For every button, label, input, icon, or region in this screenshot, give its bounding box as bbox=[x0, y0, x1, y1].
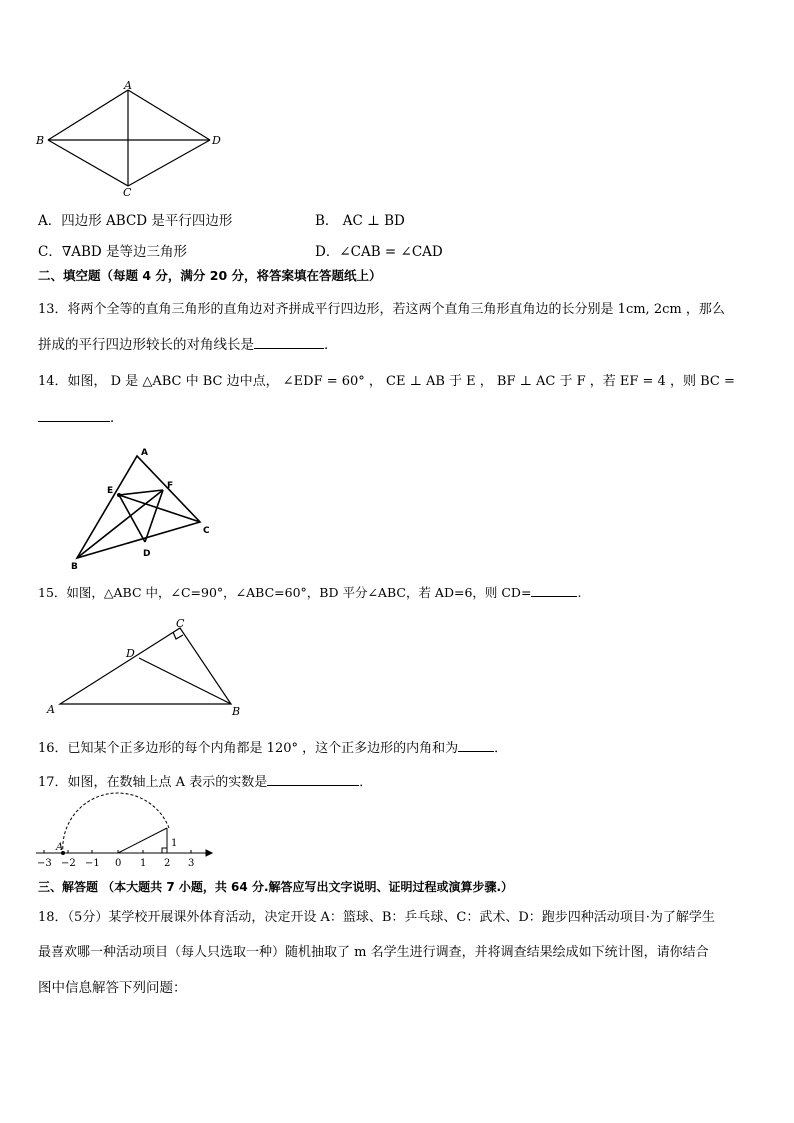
section-3-title: 三、解答题 （本大题共 7 小题，共 64 分.解答应写出文字说明、证明过程或演算步骤.） bbox=[38, 880, 514, 894]
tick-label: −2 bbox=[61, 858, 76, 869]
vertex-label-b: B bbox=[232, 705, 241, 718]
tick-label: −3 bbox=[37, 858, 52, 869]
vertex-label-a: A bbox=[141, 448, 148, 458]
option-b: B． AC ⊥ BD bbox=[315, 213, 405, 229]
right-triangle-figure bbox=[40, 615, 250, 720]
q18-line1: 18．（5分）某学校开展课外体育活动，决定开设 A：篮球、B：乒乓球、C：武术、D：跑步四种活动项目·为了解学生 bbox=[38, 910, 715, 925]
vertex-label-e: E bbox=[107, 486, 114, 496]
q15-end: . bbox=[577, 585, 582, 600]
vertex-label-d: D bbox=[143, 549, 151, 559]
option-c: C．∇ABD 是等边三角形 bbox=[38, 244, 188, 260]
answer-blank[interactable] bbox=[458, 739, 494, 752]
tick-label: −1 bbox=[85, 858, 100, 869]
q16-text: 16．已知某个正多边形的每个内角都是 120° ，这个正多边形的内角和为 bbox=[38, 741, 459, 756]
vertex-label-a: A bbox=[124, 79, 132, 92]
answer-blank[interactable] bbox=[267, 773, 359, 786]
vertex-label-b: B bbox=[71, 562, 78, 572]
vertex-label-a: A bbox=[47, 703, 55, 716]
q14-line1: 14．如图， D 是 △ABC 中 BC 边中点， ∠EDF = 60° ， CE ⊥ AB 于 E ， BF ⊥ AC 于 F ，若 EF = 4 ，则 BC = bbox=[38, 374, 735, 389]
tick-label: 3 bbox=[188, 858, 195, 869]
q18-line3: 图中信息解答下列问题： bbox=[38, 980, 187, 996]
vertex-label-f: F bbox=[167, 481, 174, 491]
section-2-title: 二、填空题（每题 4 分，满分 20 分，将答案填在答题纸上） bbox=[38, 268, 382, 283]
answer-blank[interactable] bbox=[254, 336, 324, 349]
q13-line2-text: 拼成的平行四边形较长的对角线长是 bbox=[38, 337, 254, 353]
q17-end: ． bbox=[359, 775, 373, 790]
tick-label: 0 bbox=[115, 858, 122, 869]
q17-line bbox=[38, 771, 372, 790]
point-a-label: A bbox=[56, 842, 64, 853]
tick-label: 1 bbox=[140, 858, 147, 869]
q14-line2 bbox=[38, 406, 124, 426]
vertex-label-c: C bbox=[123, 186, 132, 199]
answer-blank[interactable] bbox=[531, 584, 577, 597]
q13-line1: 13．将两个全等的直角三角形的直角边对齐拼成平行四边形，若这两个直角三角形直角边的长分别是 1cm, 2cm ，那么 bbox=[38, 302, 725, 317]
vertex-label-c: C bbox=[203, 526, 210, 536]
vertex-label-b: B bbox=[36, 134, 45, 147]
q15-text: 15．如图，△ABC 中，∠C=90°，∠ABC=60°，BD 平分∠ABC，若 AD=6，则 CD= bbox=[38, 585, 532, 600]
q16-line bbox=[38, 737, 507, 756]
q16-end: ． bbox=[494, 741, 508, 756]
rhombus-figure bbox=[30, 78, 230, 203]
q13-line2 bbox=[38, 333, 338, 353]
vertex-label-d: D bbox=[212, 134, 221, 147]
q18-line2: 最喜欢哪一种活动项目（每人只选取一种）随机抽取了 m 名学生进行调查，并将调查结果绘成如下统计图，请你结合 bbox=[38, 945, 709, 960]
q17-text: 17．如图，在数轴上点 A 表示的实数是 bbox=[38, 775, 268, 790]
q13-end: ． bbox=[324, 337, 338, 353]
triangle-abc-figure bbox=[60, 445, 230, 575]
tick-label: 2 bbox=[164, 858, 171, 869]
answer-blank[interactable] bbox=[38, 409, 110, 422]
option-d: D．∠CAB = ∠CAD bbox=[315, 244, 443, 260]
vertex-label-d: D bbox=[126, 647, 135, 660]
segment-length-label: 1 bbox=[171, 838, 178, 849]
q14-end: ． bbox=[110, 410, 124, 426]
number-line-figure bbox=[32, 805, 222, 870]
option-a: A．四边形 ABCD 是平行四边形 bbox=[38, 213, 233, 229]
vertex-label-c: C bbox=[176, 617, 185, 630]
q15-line bbox=[38, 583, 581, 601]
